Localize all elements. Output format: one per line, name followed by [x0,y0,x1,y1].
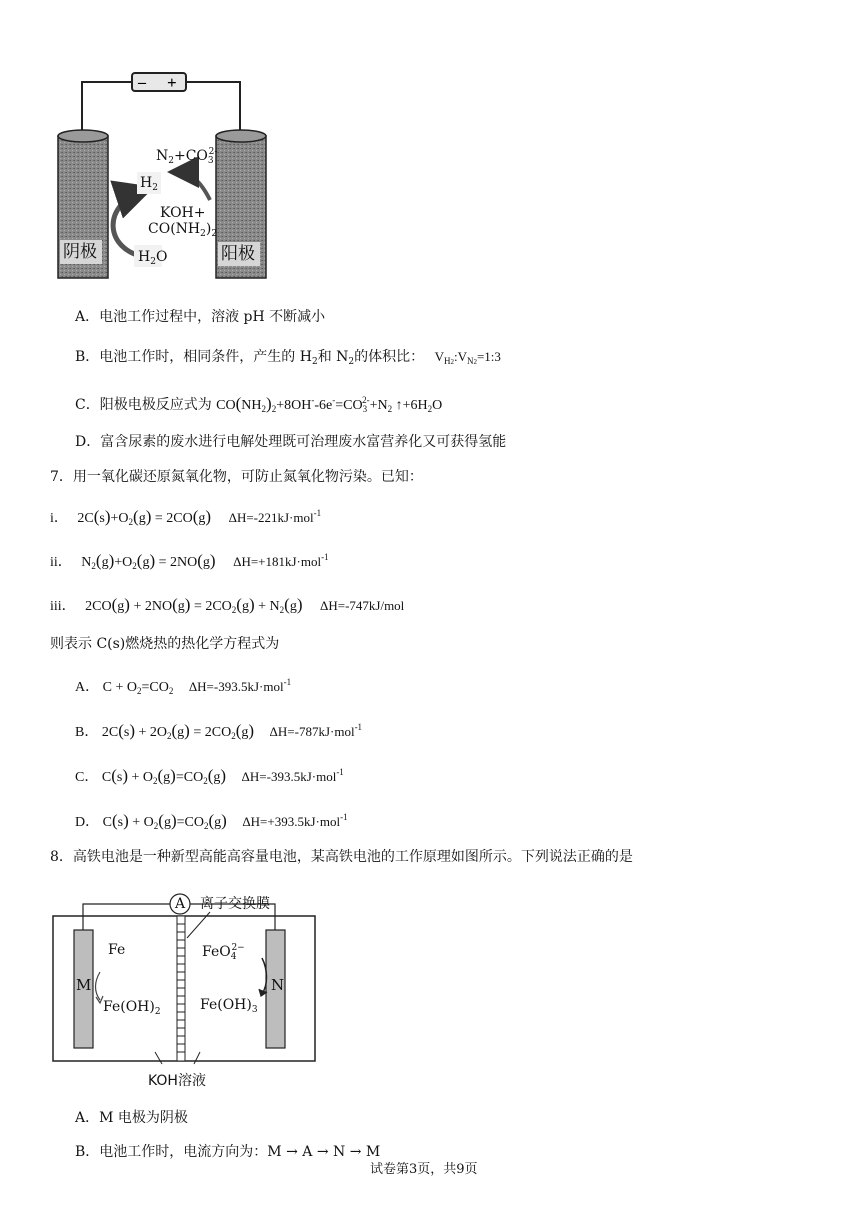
species-urea: $CO(NH_2)_2$ [148,221,218,239]
electrode-m-label: M [76,976,92,994]
q6-option-c: C．阳极电极反应式为 $CO(NH_2)_2+8OH^--6e^-=CO_3^{2-}+N_2$ $↑+6H_2O$ [75,394,443,414]
q8-option-a: A．M 电极为阴极 [75,1110,188,1126]
q7-question: 则表示 C(s)燃烧热的热化学方程式为 [50,636,280,652]
ammeter-label: A [175,896,186,912]
q7-option-d: D． $C(s) + O_2(g)=CO_2(g)$ ΔH=+393.5kJ·mol$^{-1}$ [75,811,348,831]
species-koh: KOH+ [160,205,206,221]
species-feo4: FeO$_4^{2-}$ [202,943,245,962]
svg-text:–: – [138,74,146,91]
q7-eq-i: i． $2C(s)+O_2(g) = 2CO(g)$ ΔH=-221kJ·mol$^{-1}$ [50,507,322,527]
arrow-urea-to-n2 [175,172,210,200]
q7-option-a: A． $C + O_2=CO_2$ ΔH=-393.5kJ·mol$^{-1}$ [75,677,292,696]
q7-stem: 7．用一氧化碳还原氮氧化物，可防止氮氧化物污染。已知： [50,469,423,485]
species-fe-oh2: $Fe(OH)_2$ [103,999,161,1017]
q6-option-b: B．电池工作时，相同条件，产生的 $H_2$和 $N_2$的体积比： $V_{H2}:V_{N2}=1:3$ [75,349,501,367]
species-n2-co3: $N_2+CO_3^{2-}$ [156,147,218,166]
species-fe-oh3: $Fe(OH)_3$ [200,997,258,1015]
q7-eq-iii: iii． $2CO(g) + 2NO(g) = 2CO_2(g) + N_2(g)$ ΔH=-747kJ/mol [50,595,405,615]
electrode-n-label: N [271,976,285,994]
species-fe: Fe [108,942,126,958]
q6-option-a: A．电池工作过程中，溶液 pH 不断减小 [75,309,326,325]
membrane-label: 离子交换膜 [200,896,270,912]
electrolyte-label: KOH溶液 [148,1073,206,1089]
q7-eq-ii: ii． $N_2(g)+O_2(g) = 2NO(g)$ ΔH=+181kJ·mol$^{-1}$ [50,551,329,571]
q8-option-b: B．电池工作时，电流方向为：M → A → N → M [75,1144,381,1160]
q6-option-d: D．富含尿素的废水进行电解处理既可治理废水富营养化又可获得氢能 [75,434,507,450]
anode-label: 阳极 [221,244,255,264]
q7-option-c: C． $C(s) + O_2(g)=CO_2(g)$ ΔH=-393.5kJ·mol$^{-1}$ [75,766,344,786]
q7-option-b: B． $2C(s) + 2O_2(g) = 2CO_2(g)$ ΔH=-787kJ·mol$^{-1}$ [75,721,363,741]
species-h2: $H_2$ [140,175,158,193]
species-h2o: $H_2O$ [138,249,168,267]
arrow-fe [96,972,101,1000]
svg-text:+: + [167,73,177,92]
cathode-label: 阴极 [63,242,97,262]
page-footer: 试卷第3页，共9页 [370,1162,478,1177]
q8-stem: 8．高铁电池是一种新型高能高容量电池，某高铁电池的工作原理如图所示。下列说法正确的是 [50,849,633,865]
wire-m [83,904,170,930]
